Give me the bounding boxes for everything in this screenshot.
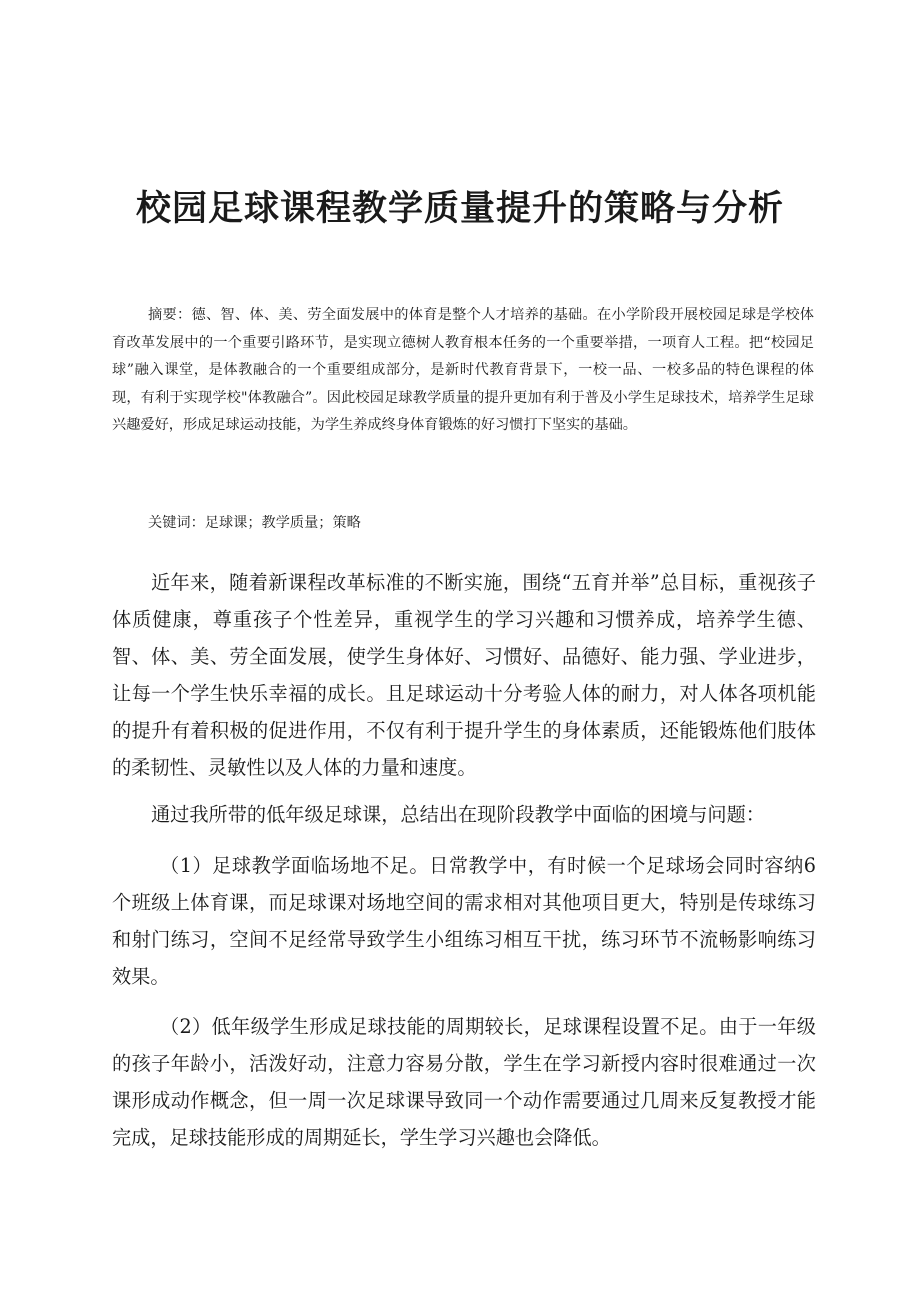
body-paragraph-problems-lead: 通过我所带的低年级足球课，总结出在现阶段教学中面临的困境与问题： (151, 803, 765, 826)
keywords-line: 关键词：足球课；教学质量；策略 (148, 515, 361, 531)
body-paragraph-problem-1: （1）足球教学面临场地不足。日常教学中，有时候一个足球场会同时容纳6个班级上体育课，而足球课对场地空间的需求相对其他项目更大，特别是传球练习和射门练习，空间不足经常导致学生小组练习相互干扰，练习环节不流畅影响练习效果。 (112, 854, 816, 988)
document-title: 校园足球课程教学质量提升的策略与分析 (135, 188, 784, 230)
body-paragraph-intro: 近年来，随着新课程改革标准的不断实施，围绕“五育并举”总目标，重视孩子体质健康，尊重孩子个性差异，重视学生的学习兴趣和习惯养成，培养学生德、智、体、美、劳全面发展，使学生身体好、习惯好、品德好、能力强、学业进步，让每一个学生快乐幸福的成长。且足球运动十分考验人体的耐力，对人体各项机能的提升有着积极的促进作用，不仅有利于提升学生的身体素质，还能锻炼他们肢体的柔韧性、灵敏性以及人体的力量和速度。 (112, 571, 816, 779)
abstract-paragraph: 摘要：德、智、体、美、劳全面发展中的体育是整个人才培养的基础。在小学阶段开展校园足球是学校体育改革发展中的一个重要引路环节，是实现立德树人教育根本任务的一个重要举措，一项育人工程。把“校园足球”融入课堂，是体教融合的一个重要组成部分，是新时代教育背景下，一校一品、一校多品的特色课程的体现，有利于实现学校"体教融合”。因此校园足球教学质量的提升更加有利于普及小学生足球技术，培养学生足球兴趣爱好，形成足球运动技能，为学生养成终身体育锻炼的好习惯打下坚实的基础。 (112, 307, 814, 433)
body-paragraph-problem-2: （2）低年级学生形成足球技能的周期较长，足球课程设置不足。由于一年级的孩子年龄小，活泼好动，注意力容易分散，学生在学习新授内容时很难通过一次课形成动作概念，但一周一次足球课导致同一个动作需要通过几周来反复教授才能完成，足球技能形成的周期延长，学生学习兴趣也会降低。 (112, 1015, 816, 1149)
